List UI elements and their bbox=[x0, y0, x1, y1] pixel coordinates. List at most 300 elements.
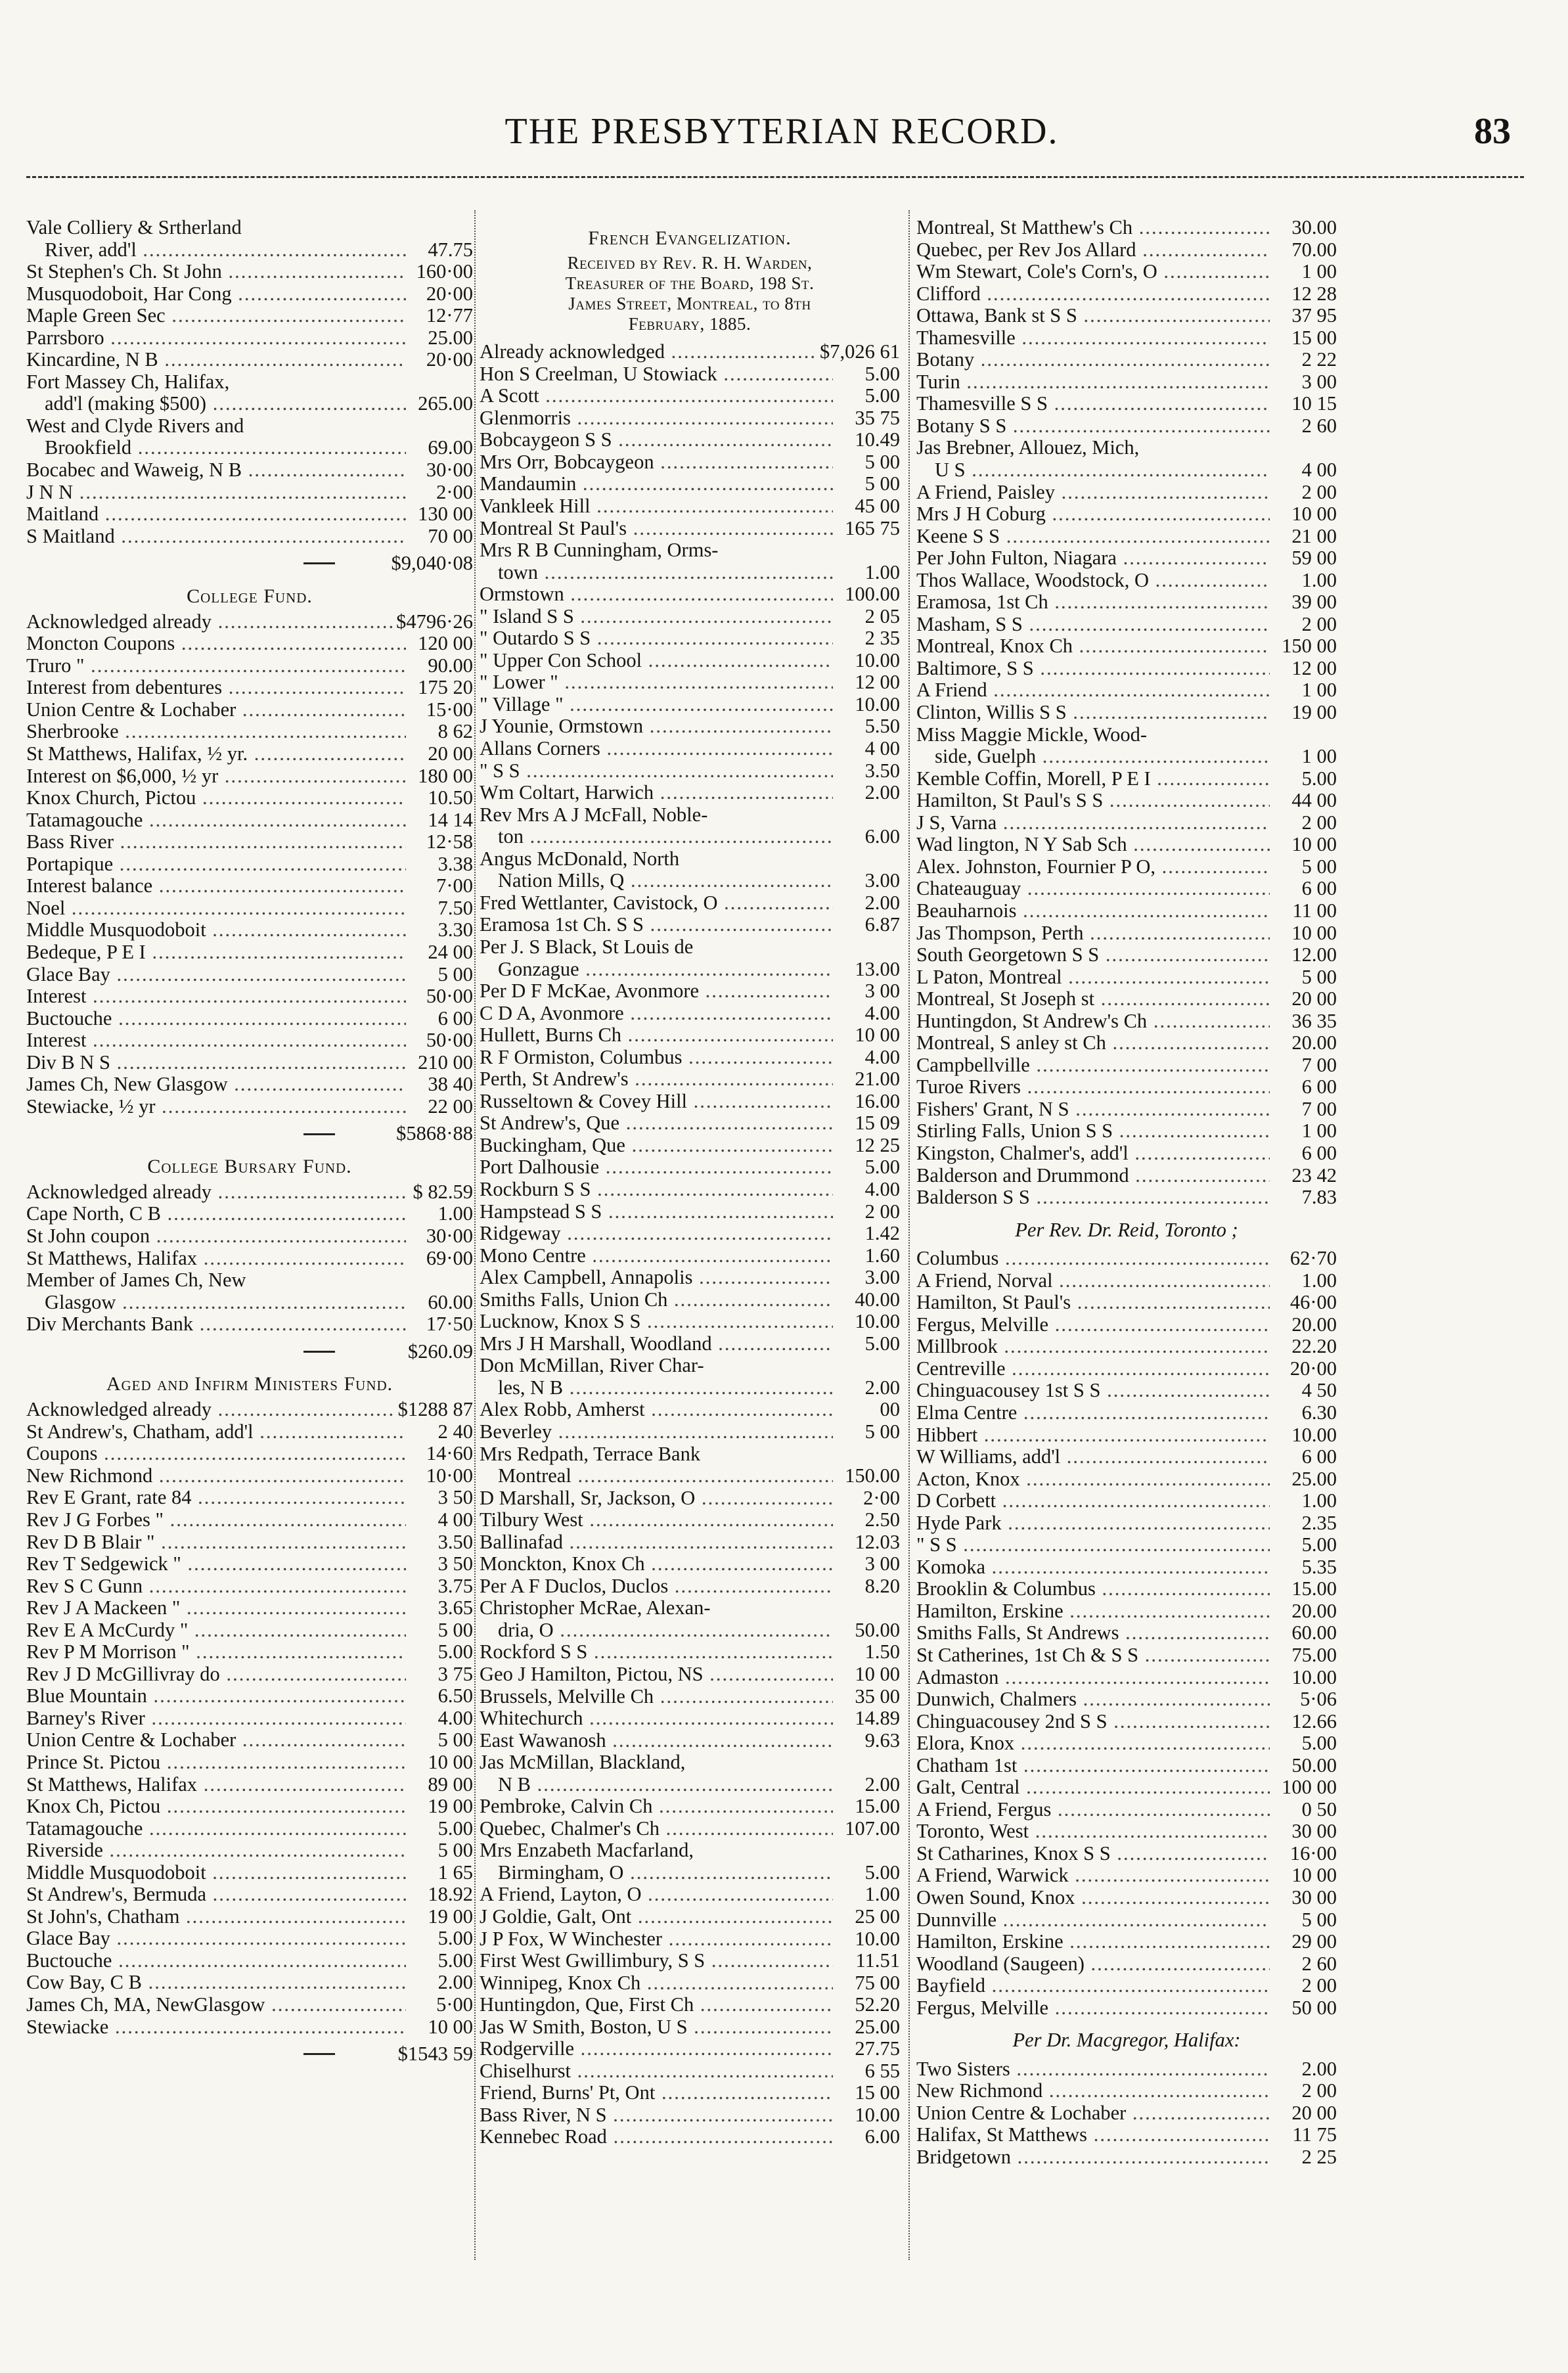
item-name: Stirling Falls, Union S S ..... bbox=[916, 1120, 1270, 1142]
item-amount: 6 00 bbox=[1301, 1445, 1337, 1468]
item-name: Halifax, St Matthews ..... bbox=[916, 2124, 1270, 2146]
list-item bbox=[480, 1818, 900, 1840]
receipt-note-line: Treasurer of the Board, 198 St. bbox=[565, 273, 815, 294]
item-amount: 19 00 bbox=[428, 1905, 473, 1928]
item-amount: 180 00 bbox=[418, 764, 473, 787]
item-name: Columbus ..... bbox=[916, 1248, 1270, 1270]
item-amount: 4 00 bbox=[1301, 459, 1337, 482]
item-name: Stewiacke, ½ yr ..... bbox=[26, 1096, 406, 1118]
item-amount: 5 00 bbox=[437, 1618, 473, 1641]
item-name: James Ch, New Glasgow ..... bbox=[26, 1074, 406, 1096]
list-item bbox=[480, 2104, 900, 2127]
list-item bbox=[916, 547, 1337, 570]
item-name: Parrsboro ..... bbox=[26, 327, 406, 350]
item-name: Brussels, Melville Ch ..... bbox=[480, 1686, 833, 1708]
list-item bbox=[480, 583, 900, 606]
receipt-note bbox=[493, 253, 887, 334]
list-item bbox=[916, 790, 1337, 812]
item-amount: 1 00 bbox=[1301, 746, 1337, 768]
item-amount: 12.66 bbox=[1291, 1709, 1337, 1732]
list-item bbox=[26, 1269, 473, 1292]
item-amount: 2.00 bbox=[1301, 2057, 1337, 2080]
item-name: Barney's River ..... bbox=[26, 1707, 406, 1730]
item-amount: 1 00 bbox=[1301, 1119, 1337, 1142]
item-amount: 1.00 bbox=[437, 1202, 473, 1225]
item-amount: 2 00 bbox=[864, 1200, 900, 1223]
item-amount: 14 14 bbox=[428, 808, 473, 831]
item-amount: 5.00 bbox=[864, 362, 900, 385]
item-amount: 30·00 bbox=[426, 1224, 473, 1247]
item-amount: 3 00 bbox=[864, 1552, 900, 1575]
item-name: Allans Corners ..... bbox=[480, 738, 833, 760]
list-item bbox=[480, 1399, 900, 1421]
list-item bbox=[26, 875, 473, 897]
item-name: Buctouche ..... bbox=[26, 1008, 406, 1030]
item-name: Rev J G Forbes " ..... bbox=[26, 1509, 406, 1531]
item-name: Balderson and Drummond ..... bbox=[916, 1165, 1270, 1187]
item-name: U S ..... bbox=[935, 459, 1270, 482]
item-name: St John coupon ..... bbox=[26, 1225, 406, 1248]
item-amount: 2 35 bbox=[864, 627, 900, 650]
item-name: Truro " ..... bbox=[26, 655, 406, 677]
item-name: Tatamagouche ..... bbox=[26, 809, 406, 832]
list-item bbox=[916, 679, 1337, 702]
list-item bbox=[26, 1729, 473, 1751]
list-item bbox=[480, 2060, 900, 2083]
item-amount: 10.00 bbox=[855, 2103, 900, 2126]
list-item bbox=[480, 826, 900, 848]
item-amount: 60.00 bbox=[428, 1291, 473, 1313]
item-amount: 5.00 bbox=[437, 1927, 473, 1950]
list-item bbox=[916, 1098, 1337, 1121]
item-amount: 1.00 bbox=[864, 1883, 900, 1906]
item-name: Coupons ..... bbox=[26, 1443, 406, 1465]
item-name: Baltimore, S S ..... bbox=[916, 658, 1270, 680]
item-name: Botany S S ..... bbox=[916, 415, 1270, 438]
item-amount: 40.00 bbox=[855, 1288, 900, 1311]
list-item bbox=[480, 694, 900, 716]
item-amount: 12.03 bbox=[855, 1530, 900, 1553]
item-amount: 39 00 bbox=[1291, 591, 1337, 614]
item-amount: 10.50 bbox=[428, 786, 473, 809]
item-name: Rockford S S ..... bbox=[480, 1641, 833, 1663]
item-amount: 13.00 bbox=[855, 958, 900, 980]
item-name: Acton, Knox ..... bbox=[916, 1468, 1270, 1491]
list-item bbox=[26, 1292, 473, 1314]
item-name: Hampstead S S ..... bbox=[480, 1201, 833, 1223]
item-name: Acknowledged already ..... bbox=[26, 1181, 406, 1204]
item-name: Hon S Creelman, U Stowiack ..... bbox=[480, 363, 833, 386]
item-name: South Georgetown S S ..... bbox=[916, 944, 1270, 966]
column-separator bbox=[474, 210, 476, 2260]
list-item bbox=[916, 1776, 1337, 1799]
item-amount: 2.00 bbox=[864, 891, 900, 914]
list-item bbox=[916, 878, 1337, 900]
item-amount: 21 00 bbox=[1291, 524, 1337, 547]
item-amount: $7,026 61 bbox=[820, 340, 900, 363]
item-amount: 52.20 bbox=[855, 1993, 900, 2016]
item-name: Pembroke, Calvin Ch ..... bbox=[480, 1796, 833, 1818]
item-amount: 10.00 bbox=[1291, 1665, 1337, 1688]
item-amount: 20 00 bbox=[1291, 987, 1337, 1010]
list-item bbox=[26, 1597, 473, 1619]
list-item bbox=[916, 1120, 1337, 1142]
list-bursary-fund bbox=[26, 1181, 473, 1336]
list-item bbox=[26, 897, 473, 920]
item-amount: 5.00 bbox=[437, 1949, 473, 1972]
list-item bbox=[916, 1887, 1337, 1909]
item-name: Already acknowledged ..... bbox=[480, 341, 816, 363]
item-name: Hibbert ..... bbox=[916, 1424, 1270, 1447]
item-name: Rev S C Gunn ..... bbox=[26, 1575, 406, 1598]
item-amount: 0 50 bbox=[1301, 1797, 1337, 1820]
list-item bbox=[480, 1179, 900, 1201]
item-amount: $1288 87 bbox=[397, 1398, 473, 1421]
item-amount: 36 35 bbox=[1291, 1009, 1337, 1032]
item-amount: 10 00 bbox=[1291, 921, 1337, 944]
list-item bbox=[916, 1997, 1337, 2020]
section-heading-french-evangelization: French Evangelization. bbox=[588, 227, 792, 249]
item-name: Eramosa 1st Ch. S S ..... bbox=[480, 914, 833, 936]
section-heading-aged-fund: Aged and Infirm Ministers Fund. bbox=[106, 1373, 393, 1395]
item-amount: 5.00 bbox=[864, 1332, 900, 1355]
list-item bbox=[916, 1512, 1337, 1535]
item-amount: 4.00 bbox=[437, 1706, 473, 1729]
list-item bbox=[26, 393, 473, 415]
item-amount: 3.38 bbox=[437, 852, 473, 875]
item-amount: 16·00 bbox=[1289, 1842, 1337, 1864]
item-amount: 20·00 bbox=[426, 348, 473, 371]
item-name: Clinton, Willis S S ..... bbox=[916, 702, 1270, 724]
item-name: A Friend, Warwick ..... bbox=[916, 1864, 1270, 1887]
item-amount: 44 00 bbox=[1291, 789, 1337, 812]
list-item bbox=[916, 635, 1337, 658]
item-name: Glace Bay ..... bbox=[26, 964, 406, 986]
list-item bbox=[916, 261, 1337, 283]
list-item bbox=[916, 922, 1337, 945]
list-item bbox=[26, 699, 473, 721]
list-item bbox=[916, 1667, 1337, 1689]
list-item bbox=[26, 1074, 473, 1096]
item-name: Rockburn S S ..... bbox=[480, 1179, 833, 1201]
item-amount: 6.50 bbox=[437, 1684, 473, 1707]
item-name: First West Gwillimbury, S S ..... bbox=[480, 1950, 833, 1972]
list-item bbox=[480, 760, 900, 782]
list-item bbox=[916, 1820, 1337, 1843]
list-item bbox=[480, 980, 900, 1003]
list-item bbox=[480, 606, 900, 628]
item-amount: 25 00 bbox=[855, 1905, 900, 1928]
list-item bbox=[480, 341, 900, 363]
item-name: Acknowledged already ..... bbox=[26, 1399, 394, 1421]
item-amount: 46·00 bbox=[1289, 1291, 1337, 1314]
item-name: Per A F Duclos, Duclos ..... bbox=[480, 1575, 833, 1598]
item-amount: 12·58 bbox=[426, 830, 473, 853]
item-amount: 10 15 bbox=[1291, 392, 1337, 415]
item-amount: 20 00 bbox=[1291, 2101, 1337, 2124]
item-name: Interest on $6,000, ½ yr ..... bbox=[26, 765, 406, 788]
item-amount: 2 60 bbox=[1301, 1952, 1337, 1975]
item-amount: 10 00 bbox=[855, 1024, 900, 1047]
item-amount: 5·06 bbox=[1300, 1688, 1337, 1711]
list-item bbox=[916, 283, 1337, 305]
list-item bbox=[916, 702, 1337, 724]
item-name: Brooklin & Columbus ..... bbox=[916, 1578, 1270, 1600]
item-amount: 210 00 bbox=[418, 1051, 473, 1074]
list-item bbox=[480, 1443, 900, 1466]
item-amount: 10.00 bbox=[855, 1310, 900, 1333]
item-amount: 2.35 bbox=[1301, 1511, 1337, 1534]
item-name: les, N B ..... bbox=[498, 1377, 833, 1399]
item-name: River, add'l ..... bbox=[45, 239, 406, 261]
item-name: Birmingham, O ..... bbox=[498, 1862, 833, 1884]
item-name: Moncton Coupons ..... bbox=[26, 633, 406, 655]
item-name: Knox Ch, Pictou ..... bbox=[26, 1796, 406, 1818]
list-item bbox=[916, 966, 1337, 989]
item-name: Campbellville ..... bbox=[916, 1054, 1270, 1077]
item-amount: 5.00 bbox=[1301, 767, 1337, 790]
list-item bbox=[26, 941, 473, 964]
item-amount: 14.89 bbox=[855, 1707, 900, 1730]
item-amount: 5 00 bbox=[864, 472, 900, 495]
item-amount: 8 62 bbox=[437, 720, 473, 743]
item-name: Bass River ..... bbox=[26, 831, 406, 853]
list-item bbox=[26, 1818, 473, 1840]
list-item bbox=[26, 1796, 473, 1818]
item-amount: 5.00 bbox=[864, 1861, 900, 1884]
item-name: Musquodoboit, Har Cong ..... bbox=[26, 283, 406, 305]
item-amount: 5.00 bbox=[437, 1640, 473, 1663]
item-amount: 23 42 bbox=[1291, 1164, 1337, 1186]
item-name: Ormstown ..... bbox=[480, 583, 833, 606]
list-item bbox=[480, 385, 900, 407]
item-amount: 2 25 bbox=[1301, 2146, 1337, 2169]
list-item bbox=[26, 1531, 473, 1554]
item-name: Beverley ..... bbox=[480, 1421, 833, 1443]
item-name: " Upper Con School ..... bbox=[480, 650, 833, 672]
list-item bbox=[480, 936, 900, 959]
list-item bbox=[480, 1156, 900, 1179]
item-name: Interest ..... bbox=[26, 1029, 406, 1052]
item-name: Hamilton, St Paul's S S ..... bbox=[916, 790, 1270, 812]
list-item bbox=[26, 1663, 473, 1686]
total-line bbox=[26, 2043, 473, 2066]
item-amount: 4 00 bbox=[437, 1508, 473, 1531]
item-name: Union Centre & Lochaber ..... bbox=[26, 699, 406, 721]
subheading-per-macgregor: Per Dr. Macgregor, Halifax: bbox=[1012, 2029, 1241, 2052]
item-name: add'l (making $500) ..... bbox=[45, 393, 406, 415]
list-item bbox=[26, 1906, 473, 1928]
list-item bbox=[480, 782, 900, 804]
total-value: $9,040·08 bbox=[391, 552, 473, 575]
list-item bbox=[916, 2146, 1337, 2169]
list-item bbox=[916, 570, 1337, 592]
item-name: St Matthews, Halifax, ½ yr. ..... bbox=[26, 743, 406, 765]
item-name: Bridgetown ..... bbox=[916, 2146, 1270, 2169]
item-name: Thamesville S S ..... bbox=[916, 393, 1270, 415]
list-item bbox=[480, 363, 900, 386]
item-amount: 6.00 bbox=[864, 826, 900, 848]
item-name: Elora, Knox ..... bbox=[916, 1732, 1270, 1755]
item-amount: 2 05 bbox=[864, 604, 900, 627]
item-name: S Maitland ..... bbox=[26, 526, 406, 548]
item-name: Tilbury West ..... bbox=[480, 1509, 833, 1531]
item-name: Whitechurch ..... bbox=[480, 1707, 833, 1730]
item-name: Div B N S ..... bbox=[26, 1052, 406, 1074]
list-item bbox=[916, 1843, 1337, 1865]
subheading-per-reid: Per Rev. Dr. Reid, Toronto ; bbox=[1015, 1218, 1238, 1241]
item-name: side, Guelph ..... bbox=[935, 746, 1270, 768]
item-name: Rev J A Mackeen " ..... bbox=[26, 1597, 406, 1619]
item-amount: 19 00 bbox=[1291, 701, 1337, 724]
list-item bbox=[26, 1008, 473, 1030]
item-name: Hyde Park ..... bbox=[916, 1512, 1270, 1535]
item-name: Wm Coltart, Harwich ..... bbox=[480, 782, 833, 804]
item-amount: 20.00 bbox=[1291, 1313, 1337, 1336]
list-item bbox=[480, 1509, 900, 1531]
list-item bbox=[916, 1755, 1337, 1777]
list-item bbox=[480, 1950, 900, 1972]
list-item bbox=[916, 1534, 1337, 1556]
item-name: Per J. S Black, St Louis de bbox=[480, 935, 694, 958]
item-amount: 4.00 bbox=[864, 1001, 900, 1024]
item-amount: 5.00 bbox=[1301, 1732, 1337, 1755]
list-item bbox=[480, 1487, 900, 1510]
item-amount: 9.63 bbox=[864, 1729, 900, 1751]
item-amount: 89 00 bbox=[428, 1773, 473, 1796]
item-amount: 2 00 bbox=[1301, 612, 1337, 635]
item-amount: 35 75 bbox=[855, 406, 900, 429]
item-amount: 10 00 bbox=[1291, 833, 1337, 856]
list-item bbox=[480, 2082, 900, 2104]
item-amount: 4.00 bbox=[864, 1177, 900, 1200]
item-name: Tatamagouche ..... bbox=[26, 1818, 406, 1840]
item-amount: 2 00 bbox=[1301, 2079, 1337, 2102]
list-item bbox=[480, 715, 900, 738]
item-name: Fergus, Melville ..... bbox=[916, 1997, 1270, 2020]
total-value: $260.09 bbox=[407, 1340, 473, 1363]
item-name: Bocabec and Waweig, N B ..... bbox=[26, 459, 406, 482]
item-amount: 160·00 bbox=[416, 260, 473, 283]
item-amount: 6.30 bbox=[1301, 1401, 1337, 1424]
list-item bbox=[26, 1443, 473, 1465]
item-name: Blue Mountain ..... bbox=[26, 1685, 406, 1707]
item-amount: 1 00 bbox=[1301, 260, 1337, 283]
item-name: St Catharines, Knox S S ..... bbox=[916, 1843, 1270, 1865]
item-amount: 30 00 bbox=[1291, 1820, 1337, 1843]
item-amount: 150 00 bbox=[1282, 635, 1337, 658]
item-amount: 10·00 bbox=[426, 1464, 473, 1487]
item-amount: 1.00 bbox=[1301, 1489, 1337, 1512]
list-item bbox=[916, 1688, 1337, 1711]
list-item bbox=[26, 283, 473, 305]
item-amount: 15 00 bbox=[855, 2081, 900, 2104]
item-name: Buckingham, Que ..... bbox=[480, 1135, 833, 1157]
item-amount: 2.00 bbox=[864, 1773, 900, 1796]
item-name: A Friend ..... bbox=[916, 679, 1270, 702]
list-item bbox=[916, 393, 1337, 415]
list-item bbox=[26, 633, 473, 655]
item-name: Eramosa, 1st Ch ..... bbox=[916, 591, 1270, 614]
item-amount: 5 00 bbox=[1301, 1908, 1337, 1931]
list-item bbox=[26, 459, 473, 482]
item-amount: 15 00 bbox=[1291, 326, 1337, 349]
list-item bbox=[26, 853, 473, 876]
item-amount: 69·00 bbox=[426, 1246, 473, 1269]
list-item bbox=[26, 305, 473, 327]
list-item bbox=[916, 1468, 1337, 1491]
item-name: Prince St. Pictou ..... bbox=[26, 1751, 406, 1774]
item-amount: $4796·26 bbox=[396, 610, 473, 633]
item-name: Beauharnois ..... bbox=[916, 900, 1270, 922]
item-name: Montreal, St Joseph st ..... bbox=[916, 988, 1270, 1010]
list-item bbox=[916, 239, 1337, 261]
list-item bbox=[916, 349, 1337, 371]
item-name: Thamesville ..... bbox=[916, 327, 1270, 350]
item-name: Masham, S S ..... bbox=[916, 614, 1270, 636]
item-amount: 25.00 bbox=[1291, 1467, 1337, 1490]
list-item bbox=[26, 1313, 473, 1336]
receipt-note-line: James Street, Montreal, to 8th bbox=[568, 294, 811, 314]
list-item bbox=[26, 1884, 473, 1906]
item-name: Ottawa, Bank st S S ..... bbox=[916, 305, 1270, 327]
item-name: Chinguacousey 1st S S ..... bbox=[916, 1380, 1270, 1402]
item-amount: 37 95 bbox=[1291, 304, 1337, 327]
item-name: Montreal, Knox Ch ..... bbox=[916, 635, 1270, 658]
header-rule bbox=[26, 176, 1524, 178]
item-name: Miss Maggie Mickle, Wood- bbox=[916, 723, 1148, 746]
list-item bbox=[916, 1864, 1337, 1887]
item-amount: 3.50 bbox=[864, 759, 900, 782]
item-name: St John's, Chatham ..... bbox=[26, 1906, 406, 1928]
list-item bbox=[916, 1076, 1337, 1098]
list-item bbox=[26, 261, 473, 283]
list-item bbox=[916, 1909, 1337, 1932]
item-amount: 10 00 bbox=[855, 1663, 900, 1685]
list-item bbox=[26, 1248, 473, 1270]
list-french-evangelization bbox=[480, 341, 900, 2148]
item-amount: 7 00 bbox=[1301, 1097, 1337, 1120]
item-amount: 70.00 bbox=[1291, 238, 1337, 261]
item-amount: 150.00 bbox=[845, 1465, 900, 1487]
item-name: Winnipeg, Knox Ch ..... bbox=[480, 1972, 833, 1995]
list-item bbox=[916, 812, 1337, 834]
item-amount: 6 00 bbox=[1301, 877, 1337, 900]
list-item bbox=[480, 804, 900, 826]
item-amount: 20 00 bbox=[428, 742, 473, 765]
list-item bbox=[26, 1928, 473, 1950]
item-name: Rev T Sedgewick " ..... bbox=[26, 1553, 406, 1575]
item-name: Chinguacousey 2nd S S ..... bbox=[916, 1711, 1270, 1733]
item-name: Dunnville ..... bbox=[916, 1909, 1270, 1932]
item-name: Huntingdon, St Andrew's Ch ..... bbox=[916, 1010, 1270, 1033]
item-amount: 3 00 bbox=[1301, 370, 1337, 393]
receipt-note-line: February, 1885. bbox=[628, 314, 751, 334]
list-item bbox=[916, 1799, 1337, 1821]
item-amount: 12 25 bbox=[855, 1133, 900, 1156]
item-name: Millbrook ..... bbox=[916, 1336, 1270, 1358]
item-name: Acknowledged already ..... bbox=[26, 611, 392, 633]
item-amount: 10 00 bbox=[428, 1751, 473, 1773]
item-amount: 2.00 bbox=[437, 1971, 473, 1994]
item-amount: 4.00 bbox=[864, 1045, 900, 1068]
list-item bbox=[480, 671, 900, 694]
item-name: Toronto, West ..... bbox=[916, 1820, 1270, 1843]
item-amount: 20·00 bbox=[1289, 1357, 1337, 1380]
item-name: Gonzague ..... bbox=[498, 959, 833, 981]
item-amount: 107.00 bbox=[845, 1817, 900, 1840]
list-item bbox=[26, 526, 473, 548]
